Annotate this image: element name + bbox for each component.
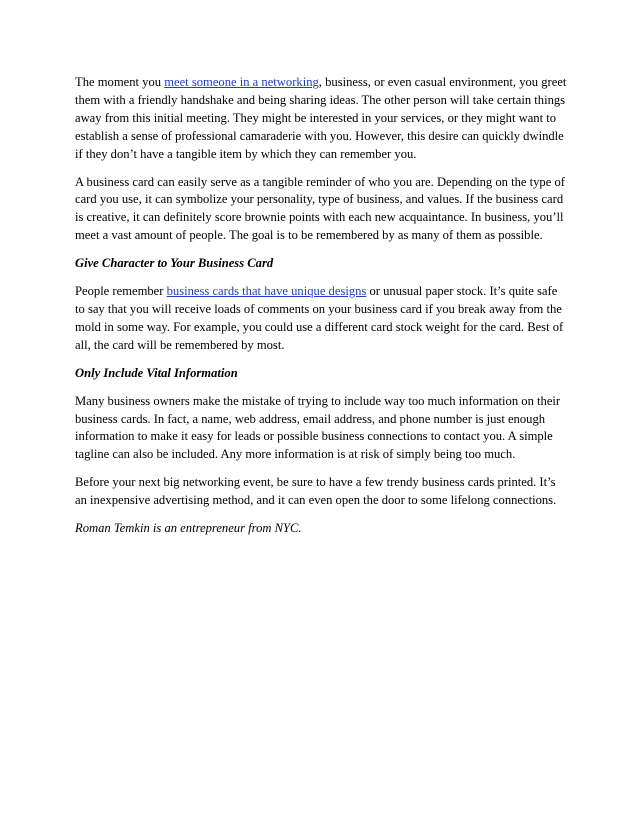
- section-heading-character: Give Character to Your Business Card: [75, 256, 274, 271]
- intro-paragraph: [75, 74, 567, 164]
- character-text-start: People remember: [75, 284, 167, 299]
- intro-text-end: , business, or even casual environment, you greet them with a friendly handshake and being sharing ideas. The other person will take certain things away from this initial meeting. They might be interested in your services, or they might want to establish a sense of professional camaraderie with you. However, this desire can quickly dwindle if they don’t have a tangible item by which they can remember you.: [75, 75, 567, 161]
- author-byline: Roman Temkin is an entrepreneur from NYC.: [75, 521, 302, 536]
- character-text-end: or unusual paper stock. It’s quite safe to say that you will receive loads of comments on your business card if you break away from the mold in some way. For example, you could use a different card stock weight for the card. Best of all, the card will be remembered by most.: [75, 284, 564, 352]
- business-card-paragraph: A business card can easily serve as a tangible reminder of who you are. Depending on the type of card you use, it can symbolize your personality, type of business, and values. If the business card is creative, it can definitely score brownie points with each new acquaintance. In business, you’ll meet a vast amount of people. The goal is to be remembered by as many of them as possible.: [75, 174, 565, 243]
- section-heading-vital-info: Only Include Vital Information: [75, 365, 238, 380]
- document-page: [75, 74, 567, 538]
- networking-link[interactable]: meet someone in a networking: [164, 75, 319, 89]
- unique-designs-link[interactable]: business cards that have unique designs: [166, 284, 367, 299]
- closing-paragraph: Before your next big networking event, be sure to have a few trendy business cards printed. It’s an inexpensive advertising method, and it can even open the door to some lifelong connections.: [75, 475, 557, 508]
- character-paragraph: [75, 283, 567, 355]
- vital-info-paragraph: Many business owners make the mistake of trying to include way too much information on their business cards. In fact, a name, web address, email address, and phone number is just enough information to make it easy for leads or possible business connections to contact you. A simple tagline can also be included. Any more information is at risk of simply being too much.: [75, 393, 561, 462]
- intro-text-start: The moment you: [75, 75, 165, 89]
